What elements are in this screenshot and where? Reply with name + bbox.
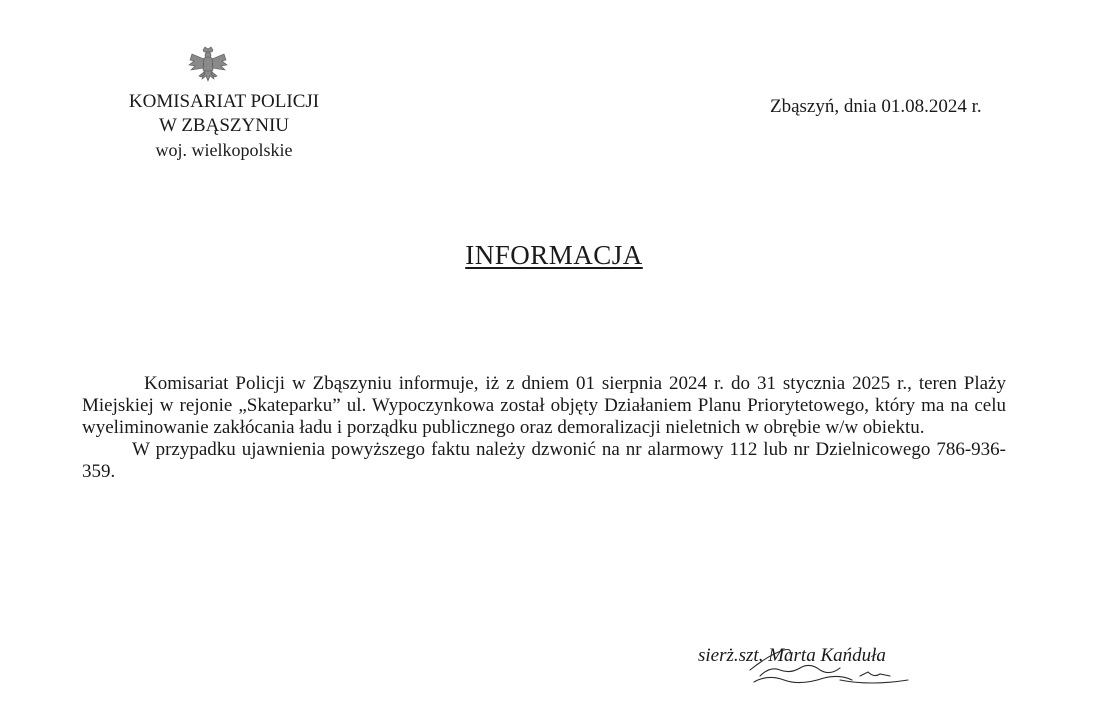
document-title xyxy=(0,240,1108,271)
body-paragraph-2: W przypadku ujawnienia powyższego faktu należy dzwonić na nr alarmowy 112 lub nr Dzielnicowego 786-936-359. xyxy=(82,439,1006,482)
issuer-region: woj. wielkopolskie xyxy=(155,140,293,160)
document-date: Zbąszyń, dnia 01.08.2024 r. xyxy=(770,96,982,117)
body-paragraph-1: Komisariat Policji w Zbąszyniu informuje, iż z dniem 01 sierpnia 2024 r. do 31 stycznia 2025 r., teren Plaży Miejskiej w rejonie „Skateparku” ul. Wypoczynkowa został objęty Działaniem Planu Priorytetowego, który ma na celu wyeliminowanie zakłócania ładu i porządku publicznego oraz demoralizacji nieletnich w obrębie w/w obiektu. xyxy=(82,373,1006,438)
document-body xyxy=(82,373,1006,483)
polish-eagle-icon xyxy=(186,46,230,88)
issuer-header xyxy=(96,90,352,162)
signature-line: sierż.szt. Marta Kańduła xyxy=(698,645,886,666)
document-title-text: INFORMACJA xyxy=(465,240,643,270)
issuer-location: W ZBĄSZYNIU xyxy=(158,115,289,136)
issuer-name: KOMISARIAT POLICJI xyxy=(128,91,320,112)
handwritten-signature-icon xyxy=(740,636,910,696)
